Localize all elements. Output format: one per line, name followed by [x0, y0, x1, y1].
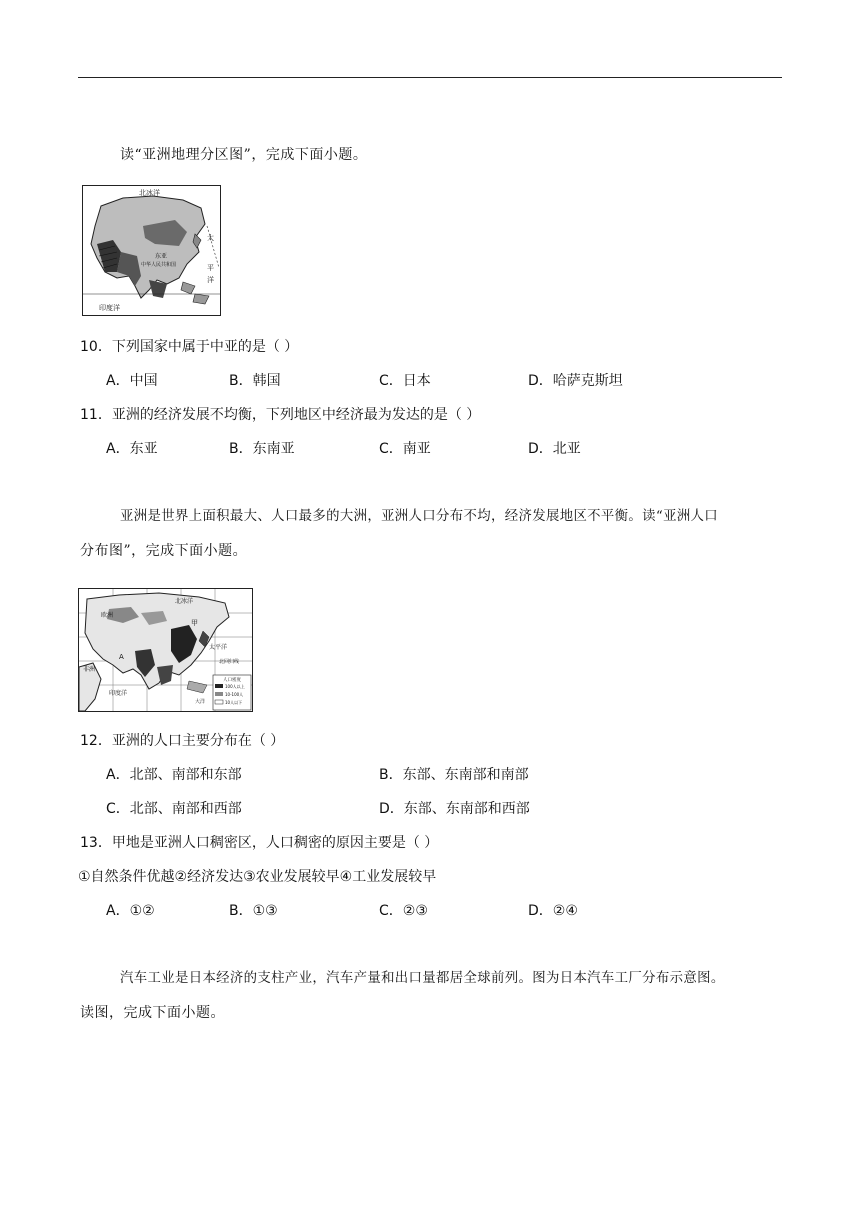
asia-population-map: [78, 588, 253, 712]
map2-label-oceania: 大洋: [195, 699, 206, 705]
intro-paragraph-3-line-1: 汽车工业是日本经济的支柱产业，汽车产量和出口量都居全球前列。图为日本汽车工厂分布示意图。: [120, 971, 725, 986]
q12-option-a[interactable]: A．北部、南部和东部: [106, 767, 242, 783]
q12-option-c[interactable]: C．北部、南部和西部: [106, 801, 242, 817]
intro-paragraph-1: 读“亚洲地理分区图”，完成下面小题。: [120, 147, 368, 163]
map1-label-china: 中华人民共和国: [141, 262, 177, 268]
q11-option-c[interactable]: C．南亚: [379, 441, 431, 457]
map2-label-jia: 甲: [191, 619, 198, 627]
q11-option-a[interactable]: A．东亚: [106, 441, 158, 457]
q11-option-b[interactable]: B．东南亚: [229, 441, 295, 457]
legend-item-3: 10人以下: [225, 700, 243, 705]
map2-label-arctic: 北冰洋: [175, 598, 194, 605]
q12-option-b[interactable]: B．东部、东南部和南部: [379, 767, 529, 783]
legend-title: 人口密度: [223, 678, 241, 683]
legend-item-1: 100人以上: [225, 684, 245, 689]
q13-conditions: ①自然条件优越②经济发达③农业发展较早④工业发展较早: [78, 869, 437, 885]
question-13: 13．甲地是亚洲人口稠密区，人口稠密的原因主要是（ ）: [80, 835, 439, 851]
intro-paragraph-3-line-2: 读图，完成下面小题。: [80, 1005, 225, 1021]
map1-label-pacific-2: 平: [207, 264, 214, 272]
q10-option-a[interactable]: A．中国: [106, 373, 158, 389]
question-12: 12．亚洲的人口主要分布在（ ）: [80, 733, 285, 749]
map1-label-pacific-3: 洋: [207, 276, 214, 284]
map2-label-pacific: 太平洋: [209, 644, 228, 651]
question-11: 11．亚洲的经济发展不均衡，下列地区中经济最为发达的是（ ）: [80, 407, 481, 423]
map1-label-pacific-1: 太: [207, 234, 214, 242]
intro-paragraph-2-line-1: 亚洲是世界上面积最大、人口最多的大洲，亚洲人口分布不均，经济发展地区不平衡。读“亚洲人口: [120, 509, 719, 524]
legend-item-2: 10-100人: [225, 692, 244, 697]
map2-label-a: A: [119, 653, 124, 661]
q10-option-d[interactable]: D．哈萨克斯坦: [528, 373, 623, 389]
q11-option-d[interactable]: D．北亚: [528, 441, 581, 457]
intro-paragraph-2-line-2: 分布图”，完成下面小题。: [80, 543, 248, 559]
map1-label-east-asia: 东亚: [155, 253, 168, 260]
q13-option-a[interactable]: A．①②: [106, 903, 155, 919]
q12-option-d[interactable]: D．东部、东南部和西部: [379, 801, 530, 817]
asia-regions-map: [82, 185, 221, 316]
question-10: 10．下列国家中属于中亚的是（ ）: [80, 339, 299, 355]
map2-label-europe: 欧洲: [101, 612, 114, 619]
q10-option-b[interactable]: B．韩国: [229, 373, 281, 389]
map2-label-africa: 非洲: [83, 666, 96, 673]
q13-option-c[interactable]: C．②③: [379, 903, 428, 919]
q13-option-b[interactable]: B．①③: [229, 903, 278, 919]
q13-option-d[interactable]: D．②④: [528, 903, 578, 919]
map1-label-arctic: 北冰洋: [139, 189, 160, 197]
map2-label-tropic: 北回归线: [219, 659, 240, 665]
map2-label-indian-ocean: 印度洋: [109, 690, 128, 697]
map2-legend: [213, 675, 251, 710]
header-rule: [78, 77, 782, 78]
map1-label-indian-ocean: 印度洋: [99, 304, 120, 312]
q10-option-c[interactable]: C．日本: [379, 373, 431, 389]
